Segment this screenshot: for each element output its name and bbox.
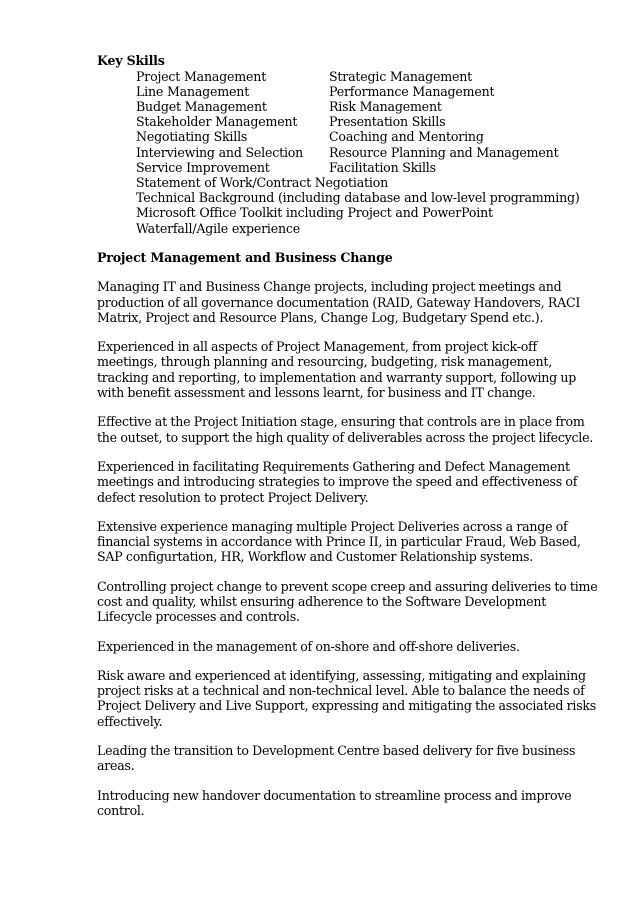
skill-item: Facilitation Skills <box>329 159 436 175</box>
section-heading: Project Management and Business Change <box>97 249 393 265</box>
paragraph-line: production of all governance documentation (RAID, Gateway Handovers, RACI <box>97 294 581 310</box>
skill-item: Stakeholder Management <box>136 114 298 130</box>
paragraph-line: meetings and introducing strategies to improve the speed and effectiveness of <box>97 474 578 490</box>
paragraph <box>97 414 594 445</box>
skill-item: Interviewing and Selection <box>136 144 304 160</box>
skill-item: Presentation Skills <box>329 114 446 130</box>
paragraph <box>97 339 577 401</box>
paragraph-line: Project Delivery and Live Support, expressing and mitigating the associated risks <box>97 698 597 714</box>
paragraph <box>97 787 572 819</box>
paragraph-line: SAP configurtation, HR, Workflow and Customer Relationship systems. <box>97 549 534 565</box>
paragraph-line: the outset, to support the high quality of deliverables across the project lifecycle. <box>97 429 594 445</box>
paragraph-line: Effective at the Project Initiation stage, ensuring that controls are in place from <box>97 414 585 430</box>
skill-row <box>136 145 557 160</box>
key-skills-heading: Key Skills <box>97 53 165 68</box>
paragraph-line: Experienced in the management of on-shore and off-shore deliveries. <box>97 638 520 654</box>
skill-item: Performance Management <box>329 83 495 99</box>
skill-item: Microsoft Office Toolkit including Project and PowerPoint <box>136 205 493 221</box>
document-page <box>97 53 598 818</box>
paragraph-line: Matrix, Project and Resource Plans, Change Log, Budgetary Spend etc.). <box>97 309 544 325</box>
section-body <box>97 279 598 818</box>
skill-row <box>136 99 557 114</box>
paragraph-line: Experienced in all aspects of Project Management, from project kick-off <box>97 339 537 355</box>
skill-row <box>136 84 557 99</box>
paragraph-line: effectively. <box>97 713 163 729</box>
skill-item: Line Management <box>136 83 250 99</box>
paragraph-line: tracking and reporting, to implementation and warranty support, following up <box>97 369 577 385</box>
paragraph-line: with benefit assessment and lessons learnt, for business and IT change. <box>97 385 536 401</box>
paragraph-line: project risks at a technical and non-technical level. Able to balance the needs of <box>97 683 585 699</box>
paragraph-line: areas. <box>97 758 135 774</box>
skill-item: Waterfall/Agile experience <box>136 220 301 236</box>
paragraph <box>97 743 576 774</box>
paragraph-line: control. <box>97 802 145 818</box>
skill-item: Project Management <box>136 68 267 84</box>
skill-item: Service Improvement <box>136 159 270 175</box>
paragraph-line: Controlling project change to prevent scope creep and assuring deliveries to time <box>97 578 598 594</box>
skill-item: Strategic Management <box>329 68 472 84</box>
skill-row <box>136 160 557 175</box>
paragraph-line: Leading the transition to Development Centre based delivery for five business <box>97 743 576 759</box>
paragraph <box>97 578 598 625</box>
paragraph-line: meetings, through planning and resourcing, budgeting, risk management, <box>97 354 552 370</box>
skill-item: Technical Background (including database and low-level programming) <box>136 190 580 206</box>
skill-item: Resource Planning and Management <box>329 144 559 160</box>
skill-row <box>136 69 557 84</box>
paragraph-line: Managing IT and Business Change projects, including project meetings and <box>97 279 562 295</box>
paragraph-line: Introducing new handover documentation to streamline process and improve <box>97 787 572 803</box>
skill-item: Risk Management <box>329 98 442 114</box>
paragraph-line: Risk aware and experienced at identifying, assessing, mitigating and explaining <box>97 667 586 683</box>
paragraph <box>97 639 557 654</box>
skill-item: Statement of Work/Contract Negotiation <box>136 174 389 190</box>
paragraph-line: Experienced in facilitating Requirements Gathering and Defect Management <box>97 458 570 474</box>
skill-item: Coaching and Mentoring <box>329 129 484 145</box>
skill-row <box>136 114 557 129</box>
paragraph <box>97 458 578 505</box>
key-skills-list <box>136 68 580 236</box>
paragraph-line: Extensive experience managing multiple Project Deliveries across a range of <box>97 518 568 534</box>
skill-row <box>136 129 557 144</box>
paragraph-line: Lifecycle processes and controls. <box>97 609 300 625</box>
paragraph-line: cost and quality, whilst ensuring adherence to the Software Development <box>97 593 547 609</box>
paragraph <box>97 279 581 325</box>
paragraph <box>97 667 597 729</box>
paragraph <box>97 518 581 565</box>
paragraph-line: defect resolution to protect Project Delivery. <box>97 489 369 505</box>
paragraph-line: financial systems in accordance with Prince II, in particular Fraud, Web Based, <box>97 534 581 550</box>
skill-item: Negotiating Skills <box>136 129 248 145</box>
skill-item: Budget Management <box>136 98 267 114</box>
